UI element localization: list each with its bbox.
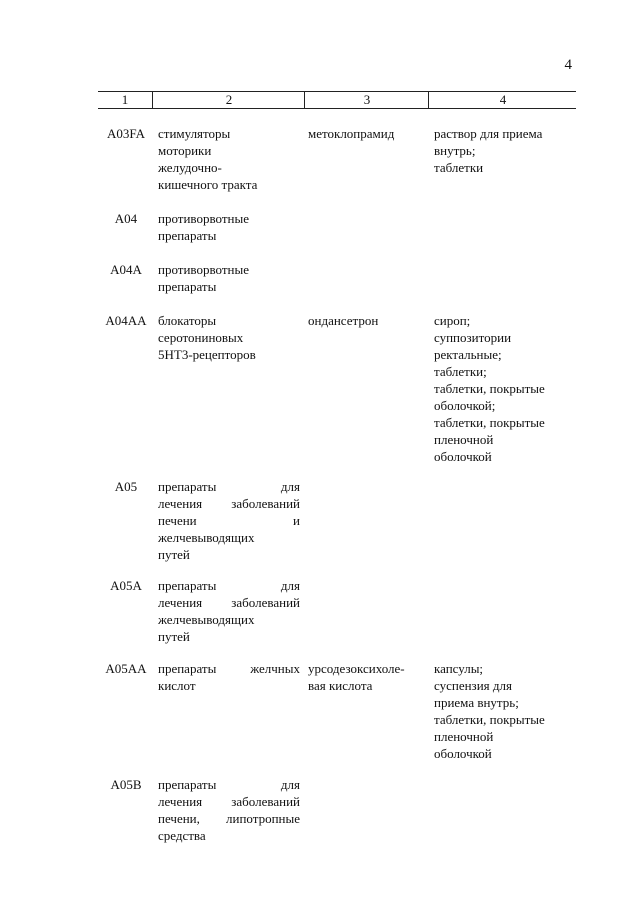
atc-code: A05B [110,777,142,792]
header-col-4: 4 [428,92,577,108]
atc-code: A04 [114,211,138,226]
header-col-1: 1 [121,92,129,107]
substance-name: урсодезоксихоле- вая кислота [308,661,405,693]
dosage-forms: раствор для приема внутрь; таблетки [434,126,543,175]
header-col-2: 2 [152,92,305,108]
table-header-row [98,91,576,109]
atc-code: A05AA [105,661,147,676]
group-name: противорвотные препараты [158,262,249,294]
substance-name: ондансетрон [308,313,379,328]
page-number: 4 [564,57,572,73]
group-name: препараты желчных кислот [158,661,300,693]
group-name: блокаторы серотониновых 5HT3-рецепторов [158,313,256,362]
atc-code: A04A [110,262,142,277]
atc-code: A04AA [105,313,147,328]
header-col-3: 3 [304,92,429,108]
dosage-forms: капсулы; суспензия для приема внутрь; таблетки, покрытые пленочной оболочкой [434,661,545,761]
group-name: противорвотные препараты [158,211,249,243]
atc-code: A05 [114,479,138,494]
substance-name: метоклопрамид [308,126,395,141]
group-name: препараты для лечения заболеваний печени и желчевыводящих путей [158,479,300,562]
group-name: препараты для лечения заболеваний желчевыводящих путей [158,578,300,644]
atc-code: A03FA [106,126,146,141]
group-name: стимуляторы моторики желудочно- кишечного тракта [158,126,258,192]
dosage-forms: сироп; суппозитории ректальные; таблетки; таблетки, покрытые оболочкой; таблетки, покрытые пленочной оболочкой [434,313,545,464]
group-name: препараты для лечения заболеваний печени, липотропные средства [158,777,300,843]
atc-code: A05A [110,578,142,593]
